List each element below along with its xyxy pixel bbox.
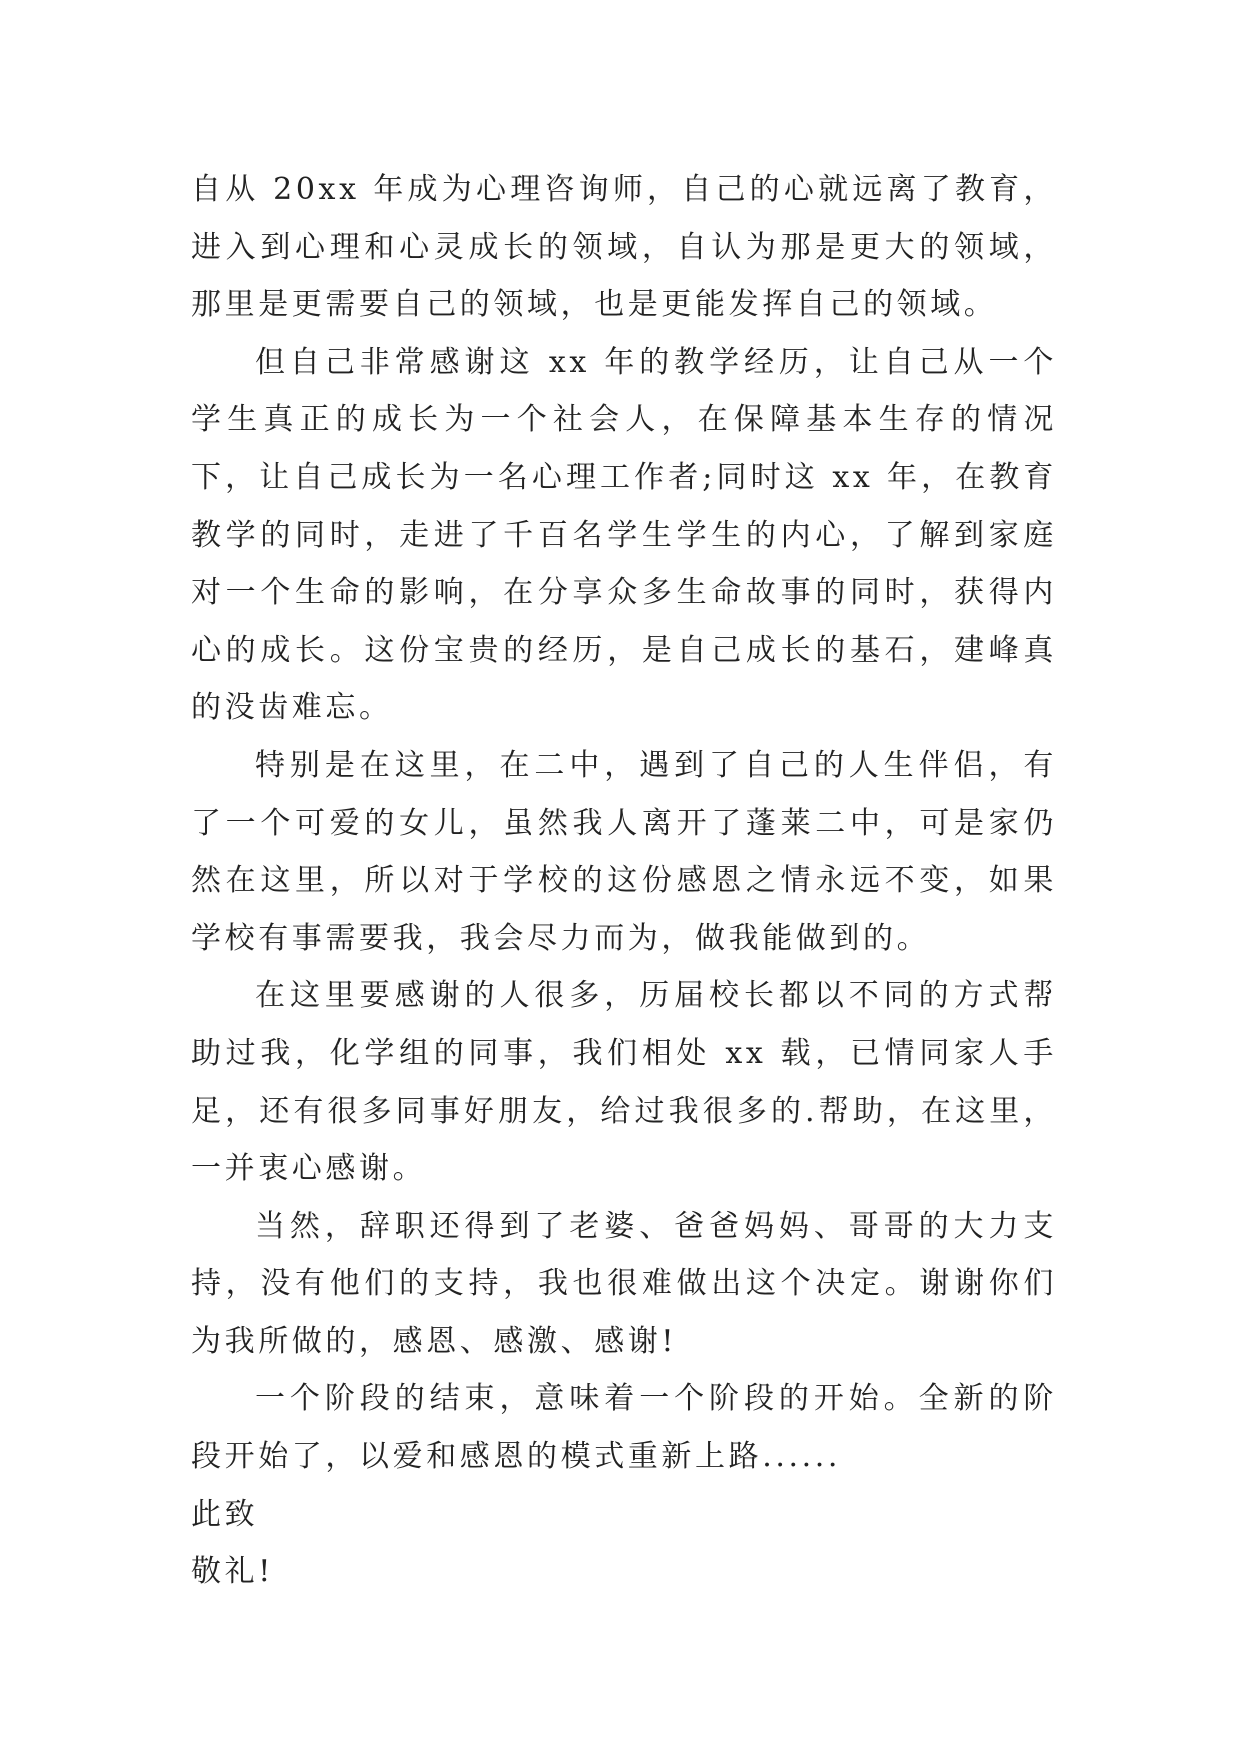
paragraph-4: 在这里要感谢的人很多，历届校长都以不同的方式帮助过我，化学组的同事，我们相处 xx 载，已情同家人手足，还有很多同事好朋友，给过我很多的.帮助，在这里，一并衷心感谢。 — [191, 978, 1057, 1187]
closing-regards: 敬礼! — [191, 1554, 274, 1590]
paragraph-2: 但自己非常感谢这 xx 年的教学经历，让自己从一个学生真正的成长为一个社会人，在保障基本生存的情况下，让自己成长为一名心理工作者;同时这 xx 年，在教育教学的同时，走进了千百名学生学生的内心，了解到家庭对一个生命的影响，在分享众多生命故事的同时，获得内心的成长。这份宝贵的经历，是自己成长的基石，建峰真的没齿难忘。 — [191, 344, 1057, 726]
paragraph-6: 一个阶段的结束，意味着一个阶段的开始。全新的阶段开始了，以爱和感恩的模式重新上路...... — [191, 1381, 1057, 1475]
paragraph-1: 自从 20xx 年成为心理咨询师，自己的心就远离了教育，进入到心理和心灵成长的领域，自认为那是更大的领域，那里是更需要自己的领域，也是更能发挥自己的领域。 — [191, 172, 1057, 323]
closing-salutation: 此致 — [191, 1496, 259, 1532]
paragraph-5: 当然，辞职还得到了老婆、爸爸妈妈、哥哥的大力支持，没有他们的支持，我也很难做出这个决定。谢谢你们为我所做的，感恩、感激、感谢! — [191, 1208, 1057, 1359]
letter-body — [191, 161, 1057, 1601]
paragraph-3: 特别是在这里，在二中，遇到了自己的人生伴侣，有了一个可爱的女儿，虽然我人离开了蓬莱二中，可是家仍然在这里，所以对于学校的这份感恩之情永远不变，如果学校有事需要我，我会尽力而为，做我能做到的。 — [191, 747, 1057, 956]
